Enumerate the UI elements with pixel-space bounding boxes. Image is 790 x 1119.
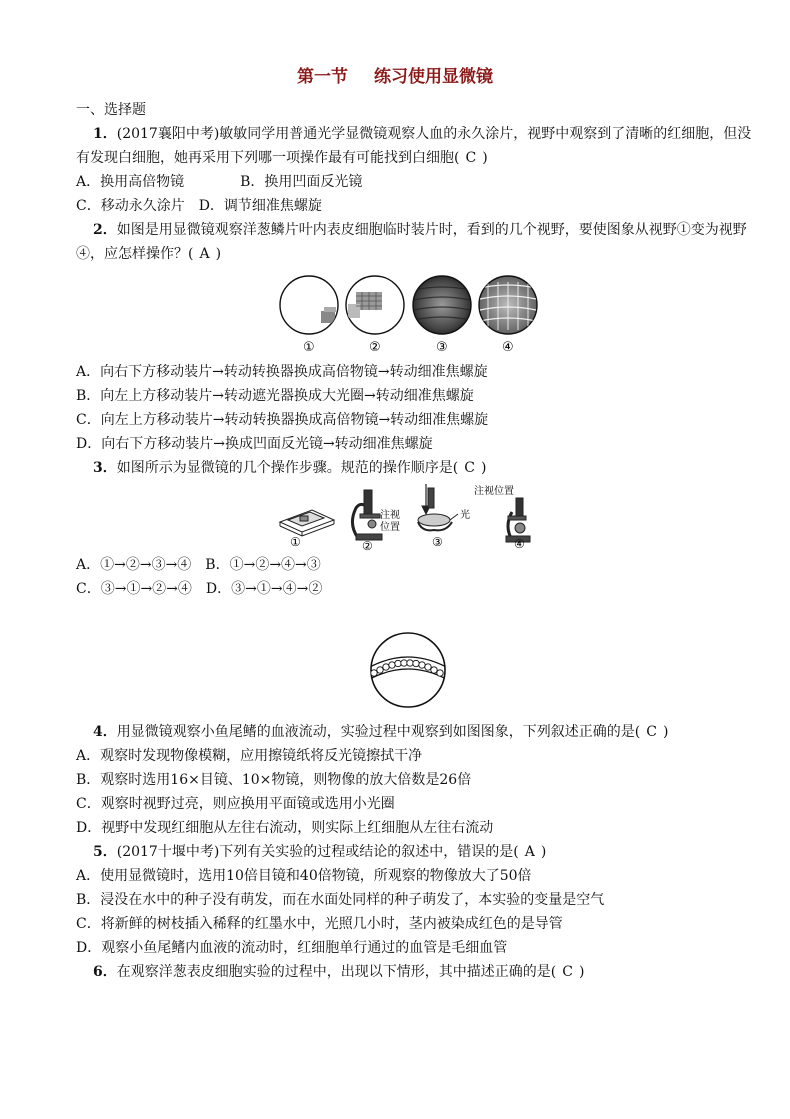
q2-option-b: B．向左上方移动装片→转动遮光器换成大光圈→转动细准焦螺旋 — [76, 388, 474, 404]
step-4-focus — [506, 498, 530, 542]
q4-option-c: C．观察时视野过亮，则应换用平面镜或选用小光圈 — [76, 796, 395, 812]
view-2 — [346, 276, 404, 334]
step-1-slide — [280, 510, 334, 536]
q4-answer: C — [646, 724, 657, 740]
q2-answer: A — [199, 246, 210, 262]
q6-line: 6．在观察洋葱表皮细胞实验的过程中，出现以下情形，其中描述正确的是( C ) — [93, 964, 585, 980]
q2-fig-label-3: ③ — [436, 340, 448, 355]
q4-option-d: D．视野中发现红细胞从左往右流动，则实际上红细胞从左往右流动 — [76, 820, 494, 836]
q3-fig-label-4: ④ — [514, 537, 525, 551]
q3-fig-text-zhushiweizhi: 注视位置 — [474, 486, 514, 497]
q4-line: 4．用显微镜观察小鱼尾鳍的血液流动，实验过程中观察到如图图象，下列叙述正确的是( C ) — [93, 724, 669, 740]
section-heading: 一、选择题 — [76, 102, 146, 118]
q1-line2: 有发现白细胞，她再采用下列哪一项操作最有可能找到白细胞( C ) — [76, 150, 488, 166]
q4-number: 4． — [93, 724, 117, 740]
q5-answer: A — [524, 844, 535, 860]
q3-figure-operation-steps — [276, 480, 536, 554]
title-part2: 练习使用显微镜 — [374, 67, 493, 87]
q3-line: 3．如图所示为显微镜的几个操作步骤。规范的操作顺序是( C ) — [93, 460, 487, 476]
q3-fig-label-3: ③ — [432, 535, 443, 549]
q1-number: 1． — [93, 126, 117, 142]
q5-number: 5． — [93, 844, 117, 860]
q2-line2: ④，应怎样操作？( A ) — [76, 246, 222, 262]
q3-fig-label-2: ② — [362, 539, 373, 553]
q6-number: 6． — [93, 964, 117, 980]
q4-option-a: A．观察时发现物像模糊，应用擦镜纸将反光镜擦拭干净 — [76, 748, 423, 764]
q1-options-row1: A．换用高倍物镜 B．换用凹面反光镜 — [76, 174, 363, 190]
view-4 — [479, 276, 537, 334]
q2-figure-microscope-views — [276, 274, 540, 356]
q5-option-c: C．将新鲜的树枝插入稀释的红墨水中，光照几小时，茎内被染成红色的是导管 — [76, 916, 563, 932]
q2-number: 2． — [93, 222, 117, 238]
q1-line1: 1．(2017襄阳中考)敏敏同学用普通光学显微镜观察人血的永久涂片，视野中观察到了清晰的红细胞，但没 — [93, 126, 752, 142]
q3-fig-text-weizhi1: 位置 — [380, 522, 400, 533]
q5-option-a: A．使用显微镜时，选用10倍目镜和40倍物镜，所观察的物像放大了50倍 — [76, 868, 532, 884]
q3-fig-text-zhushi1: 注视 — [380, 510, 400, 521]
q3-fig-label-1: ① — [290, 535, 301, 549]
q2-fig-label-1: ① — [303, 340, 315, 355]
q3-options-row2: C．③→①→②→④ D．③→①→④→② — [76, 581, 323, 597]
title-part1: 第一节 — [297, 67, 348, 87]
q2-option-a: A．向右下方移动装片→转动转换器换成高倍物镜→转动细准焦螺旋 — [76, 364, 488, 380]
q5-option-b: B．浸没在水中的种子没有萌发，而在水面处同样的种子萌发了，本实验的变量是空气 — [76, 892, 605, 908]
q4-figure-capillary-view — [368, 630, 448, 710]
step-3-mirror-light — [418, 484, 458, 530]
q1-options-row2: C．移动永久涂片 D．调节细准焦螺旋 — [76, 198, 322, 214]
q5-line: 5．(2017十堰中考)下列有关实验的过程或结论的叙述中，错误的是( A ) — [93, 844, 547, 860]
q4-option-b: B．观察时选用16×目镜、10×物镜，则物像的放大倍数是26倍 — [76, 772, 472, 788]
page-title — [0, 62, 790, 87]
step-2-microscope — [352, 490, 382, 540]
q3-number: 3． — [93, 460, 117, 476]
view-1 — [280, 276, 338, 334]
q1-answer: C — [465, 150, 477, 166]
q2-fig-label-2: ② — [369, 340, 381, 355]
q5-option-d: D．观察小鱼尾鳍内血液的流动时，红细胞单行通过的血管是毛细血管 — [76, 940, 508, 956]
q2-option-d: D．向右下方移动装片→换成凹面反光镜→转动细准焦螺旋 — [76, 436, 433, 452]
q2-option-c: C．向左上方移动装片→转动转换器换成高倍物镜→转动细准焦螺旋 — [76, 412, 489, 428]
q3-fig-text-guang: 光 — [460, 510, 470, 521]
view-3 — [413, 276, 471, 334]
q2-line1: 2．如图是用显微镜观察洋葱鳞片叶内表皮细胞临时装片时，看到的几个视野，要使图象从视野①变为视野 — [93, 222, 747, 238]
q2-fig-label-4: ④ — [502, 340, 514, 355]
q3-options-row1: A．①→②→③→④ B．①→②→④→③ — [76, 557, 321, 573]
q6-answer: C — [562, 964, 573, 980]
q3-answer: C — [464, 460, 475, 476]
